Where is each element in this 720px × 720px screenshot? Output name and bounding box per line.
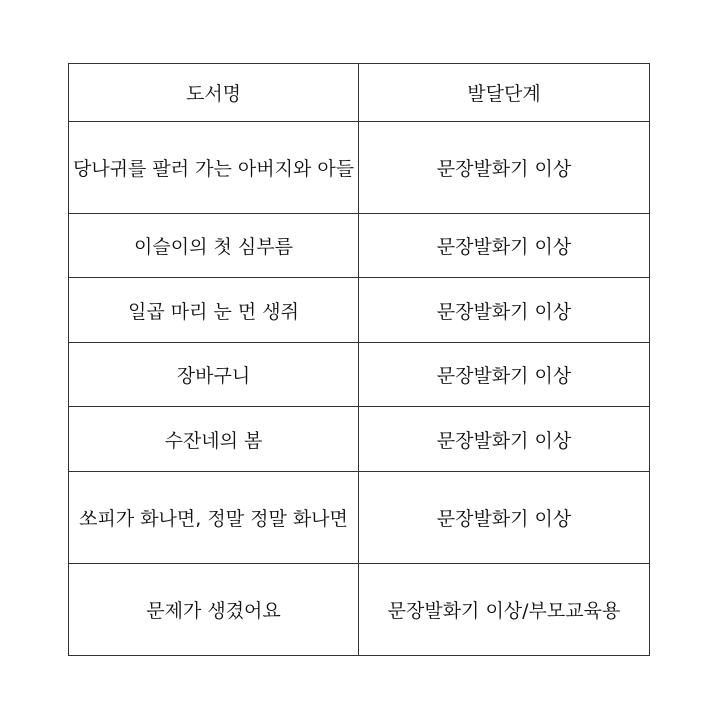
table-row	[69, 472, 650, 564]
stage-cell: 문장발화기 이상	[359, 343, 650, 407]
table-row	[69, 278, 650, 343]
header-row	[69, 64, 650, 122]
stage-cell: 문장발화기 이상	[359, 407, 650, 472]
table-row	[69, 343, 650, 407]
book-table	[68, 63, 650, 656]
header-book-title: 도서명	[69, 64, 359, 122]
stage-cell: 문장발화기 이상	[359, 214, 650, 278]
book-title-cell: 당나귀를 팔러 가는 아버지와 아들	[69, 122, 359, 214]
book-title-cell: 이슬이의 첫 심부름	[69, 214, 359, 278]
stage-cell: 문장발화기 이상	[359, 122, 650, 214]
stage-cell: 문장발화기 이상/부모교육용	[359, 564, 650, 656]
book-title-cell: 장바구니	[69, 343, 359, 407]
table-row	[69, 564, 650, 656]
book-title-cell: 쏘피가 화나면, 정말 정말 화나면	[69, 472, 359, 564]
book-title-cell: 수잔네의 봄	[69, 407, 359, 472]
book-title-cell: 문제가 생겼어요	[69, 564, 359, 656]
header-development-stage: 발달단계	[359, 64, 650, 122]
table-row	[69, 122, 650, 214]
table-row	[69, 407, 650, 472]
stage-cell: 문장발화기 이상	[359, 472, 650, 564]
book-title-cell: 일곱 마리 눈 먼 생쥐	[69, 278, 359, 343]
table-row	[69, 214, 650, 278]
stage-cell: 문장발화기 이상	[359, 278, 650, 343]
